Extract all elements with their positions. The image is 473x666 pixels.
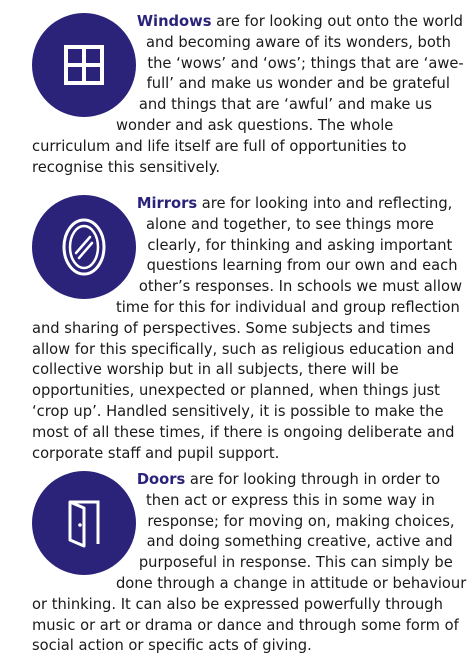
doors-body: are for looking through in order to then act or express this in some way in response; for moving on, making choices, and doing something creative, active and purposeful in response. This can simply be done through a change in attitude or behaviour or thinking. It can also be expressed powerfully through music or art or drama or dance and through some form of social action or specific acts of giving.: [32, 471, 467, 655]
mirrors-title: Mirrors: [136, 195, 198, 212]
windows-title: Windows: [136, 13, 212, 30]
mirror-icon: [32, 195, 136, 299]
mirrors-section: [32, 194, 467, 464]
doors-section: [32, 470, 467, 657]
doors-title: Doors: [136, 471, 186, 488]
window-icon: [32, 13, 136, 117]
windows-section: [32, 12, 467, 178]
mirrors-body: are for looking into and reflecting, alone and together, to see things more clearly, for thinking and asking important questions learning from our own and each other’s responses. In schools we must allow time for this for individual and group reflection and sharing of perspectives. Some subjects and times allow for this specifically, such as religious education and collective worship but in all subjects, there will be opportunities, unexpected or planned, when things just ‘crop up’. Handled sensitively, it is possible to make the most of all these times, if there is ongoing deliberate and corporate staff and pupil support.: [32, 195, 462, 462]
windows-body: are for looking out onto the world and becoming aware of its wonders, both the ‘wows’ and ‘ows’; things that are ‘awe-full’ and make us wonder and be grateful and things that are ‘awful’ and make us wonder and ask questions. The whole curriculum and life itself are full of opportunities to recognise this sensitively.: [32, 13, 464, 176]
door-icon: [32, 471, 136, 575]
